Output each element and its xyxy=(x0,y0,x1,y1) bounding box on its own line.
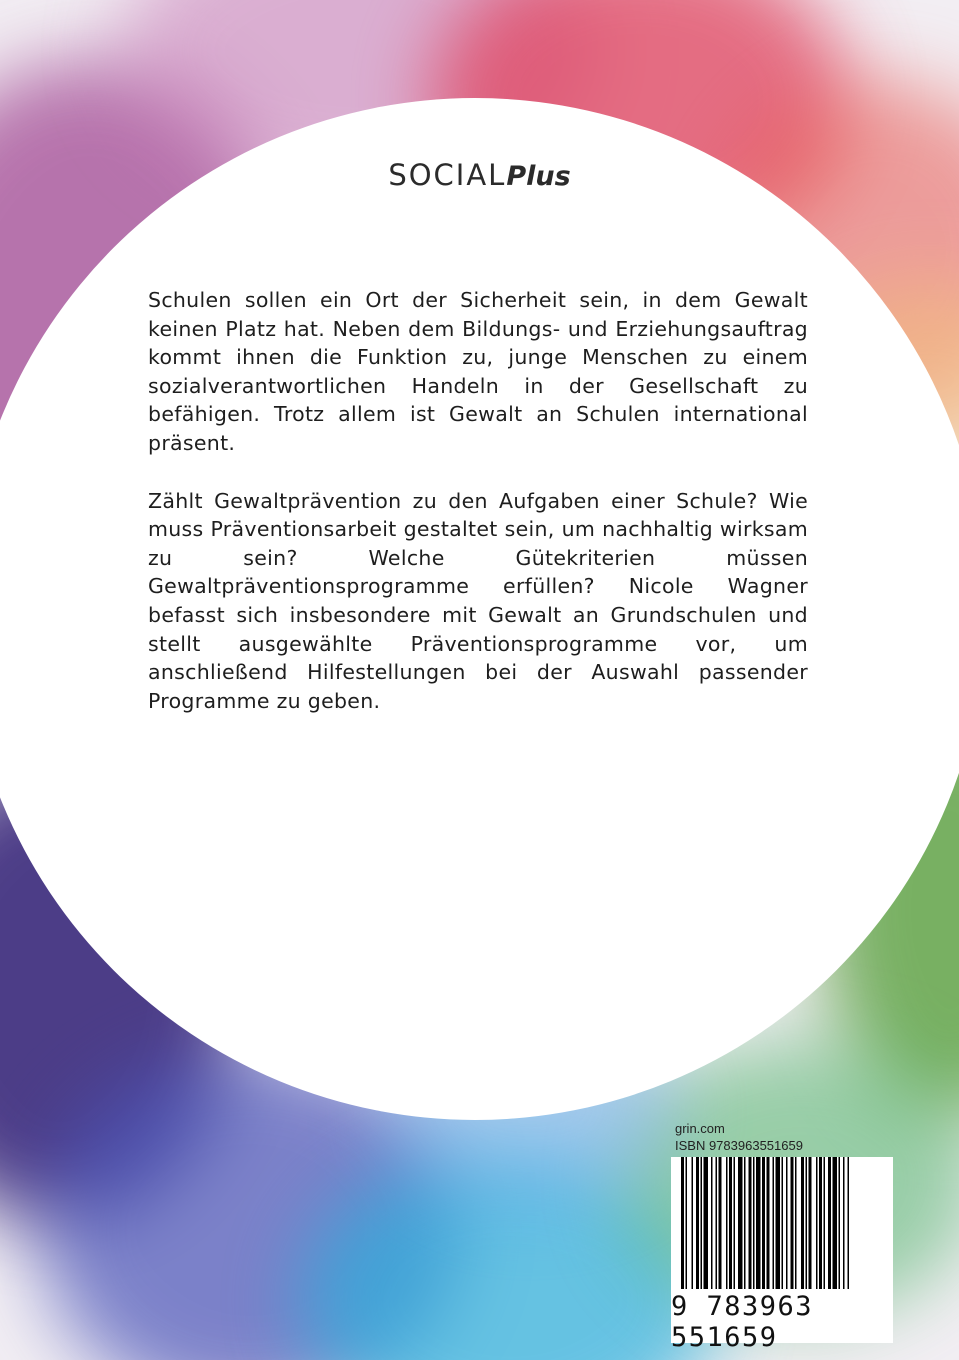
logo-social: SOCIAL xyxy=(388,158,507,192)
barcode-bar xyxy=(692,1157,694,1289)
barcode-bar xyxy=(711,1157,713,1289)
barcode-bar xyxy=(734,1157,736,1289)
barcode-bar xyxy=(729,1157,732,1289)
barcode-bar xyxy=(749,1157,752,1289)
barcode-bars xyxy=(671,1157,893,1297)
barcode-bar xyxy=(806,1157,808,1289)
barcode-bar xyxy=(767,1157,770,1289)
barcode-bar xyxy=(719,1157,722,1289)
barcode-bar xyxy=(843,1157,845,1289)
barcode-bar xyxy=(753,1157,755,1289)
publisher-website: grin.com xyxy=(675,1121,725,1136)
publisher-info xyxy=(675,1120,803,1154)
barcode-bar xyxy=(848,1157,850,1289)
series-logo xyxy=(0,158,959,192)
blurb-paragraph-1: Schulen sollen ein Ort der Sicherheit sein, in dem Gewalt keinen Platz hat. Neben dem Bildungs- und Erziehungsauftrag kommt ihnen die Funktion zu, junge Menschen zu einem sozialverantwortlichen Handeln in der Gesellschaft zu befähigen. Trotz allem ist Gewalt an Schulen international präsent. xyxy=(148,288,808,455)
barcode-bar xyxy=(816,1157,818,1289)
barcode-bar xyxy=(828,1157,831,1289)
barcode-bar xyxy=(786,1157,788,1289)
barcode-bar xyxy=(744,1157,746,1289)
barcode-bar xyxy=(795,1157,797,1289)
barcode xyxy=(671,1157,893,1353)
barcode-bar xyxy=(756,1157,761,1289)
barcode-bar xyxy=(839,1157,841,1289)
barcode-bar xyxy=(738,1157,743,1289)
barcode-bar xyxy=(716,1157,718,1289)
barcode-bar xyxy=(773,1157,775,1289)
barcode-bar xyxy=(819,1157,822,1289)
barcode-bar xyxy=(681,1157,684,1289)
barcode-bar xyxy=(762,1157,765,1289)
barcode-bar xyxy=(809,1157,812,1289)
barcode-digits: 9 783963 551659 xyxy=(671,1291,814,1353)
barcode-bar xyxy=(701,1157,703,1289)
barcode-bar xyxy=(833,1157,838,1289)
barcode-bar xyxy=(704,1157,709,1289)
barcode-bar xyxy=(686,1157,688,1289)
barcode-bar xyxy=(776,1157,781,1289)
blurb-paragraph-2: Zählt Gewaltprävention zu den Aufgaben einer Schule? Wie muss Präventionsarbeit gestaltet sein, um nachhaltig wirksam zu sein? Welche Gütekriterien müssen Gewaltpräventionsprogramme erfüllen? Nicole Wagner befasst sich insbesondere mit Gewalt an Grundschulen und stellt ausgewählte Präventionsprogramme vor, um anschließend Hilfestellungen bei der Auswahl passender Programme zu geben. xyxy=(148,488,808,713)
isbn-label: ISBN 9783963551659 xyxy=(675,1138,803,1153)
barcode-bar xyxy=(801,1157,804,1289)
blurb-text xyxy=(148,286,808,744)
barcode-bar xyxy=(782,1157,784,1289)
barcode-bar xyxy=(791,1157,794,1289)
barcode-bar xyxy=(824,1157,826,1289)
barcode-bar xyxy=(726,1157,728,1289)
logo-plus: Plus xyxy=(506,161,571,192)
barcode-bar xyxy=(696,1157,699,1289)
